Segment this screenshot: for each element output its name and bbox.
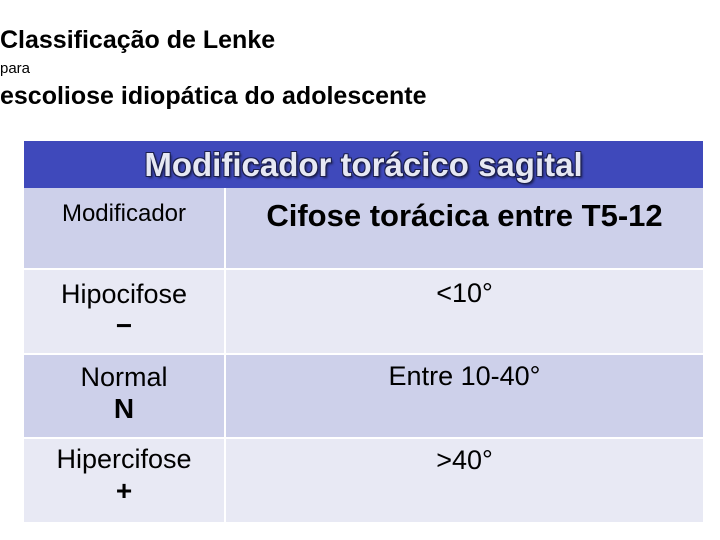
modifier-name-cell xyxy=(24,443,224,507)
lenke-sagittal-table xyxy=(24,141,703,522)
kyphosis-value: >40° xyxy=(436,445,493,475)
kyphosis-value: <10° xyxy=(436,278,493,308)
title-connector: para xyxy=(0,60,31,77)
modifier-name-cell xyxy=(24,361,224,425)
table-banner-label: Modificador torácico sagital xyxy=(144,146,583,183)
slide-title: Classificação de Lenke xyxy=(0,26,276,54)
column-header-modifier: Modificador xyxy=(61,200,187,227)
modifier-name: Normal xyxy=(80,362,168,392)
column-header-kyphosis: Cifose torácica entre T5-12 xyxy=(266,198,663,233)
modifier-symbol: − xyxy=(115,310,133,341)
slide-subtitle: escoliose idiopática do adolescente xyxy=(0,82,427,110)
table-row xyxy=(24,355,703,437)
modifier-symbol: N xyxy=(113,393,135,424)
table-row xyxy=(24,270,703,353)
column-divider xyxy=(224,188,226,522)
modifier-name: Hipercifose xyxy=(56,444,192,474)
modifier-name-cell xyxy=(24,278,224,342)
modifier-symbol: + xyxy=(115,475,133,506)
table-row xyxy=(24,439,703,522)
modifier-name: Hipocifose xyxy=(60,279,188,309)
table-banner xyxy=(24,141,703,188)
column-header-row xyxy=(24,188,703,268)
kyphosis-value: Entre 10-40° xyxy=(388,361,541,391)
